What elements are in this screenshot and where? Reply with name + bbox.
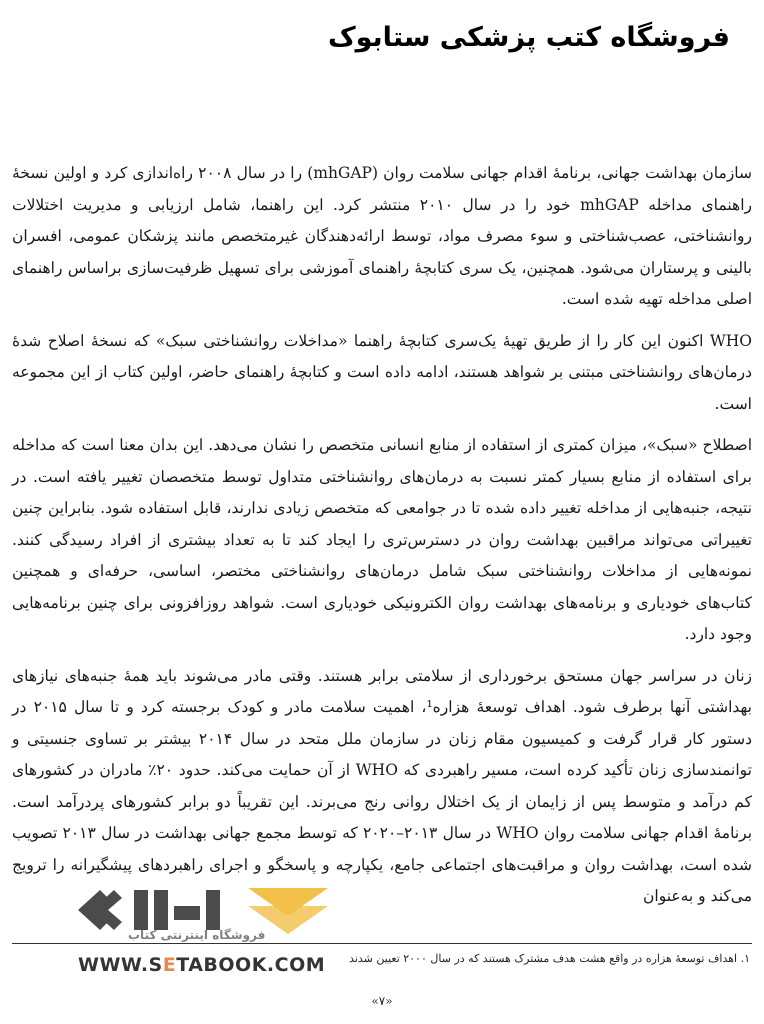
page-number: «۷»	[371, 994, 393, 1008]
watermark	[68, 872, 338, 992]
watermark-tagline: فروشگاه اینترنتی کتاب	[128, 928, 266, 942]
paragraph: WHO اکنون این کار را از طریق تهیهٔ یک‌سری کتابچهٔ راهنما «مداخلات روانشناختی سبک» که نسخهٔ اصلاح شدهٔ درمان‌های روانشناختی مبتنی بر شواهد هستند، ادامه داده است و کتابچهٔ راهنمای حاضر، اولین کتاب از این مجموعه است.	[12, 331, 752, 413]
paragraph: اصطلاح «سبک»، میزان کمتری از استفاده از منابع انسانی متخصص را نشان می‌دهد. این بدان معنا است که مداخله برای استفاده از منابع بسیار کمتر نسبت به درمان‌های روانشناختی متداول توسط متخصصان تغییر یافته است. در نتیجه، جنبه‌هایی از مداخله تغییر داده شده تا در جوامعی که متخصص زیادی ندارند، قابل استفاده شود. بنابراین چنین تغییراتی می‌تواند مراقبین بهداشت روان در دسترس‌تری را ایجاد کند تا به تعداد بیشتری از افراد رسیدگی کنند. نمونه‌هایی از مداخلات روانشناختی سبک شامل درمان‌های روانشناختی مختصر، اساسی، حرفه‌ای و همچنین کتاب‌های خودیاری و برنامه‌های بهداشت روان الکترونیکی خودیاری است. شواهد روزافزونی برای چنین برنامه‌هایی وجود دارد.	[12, 436, 752, 643]
paragraph: سازمان بهداشت جهانی، برنامهٔ اقدام جهانی سلامت روان (mhGAP) را در سال ۲۰۰۸ راه‌اندازی کرد و اولین نسخهٔ راهنمای مداخله mhGAP خود را در سال ۲۰۱۰ منتشر کرد. این راهنما، شامل ارزیابی و مدیریت اختلالات روانشناختی، عصب‌شناختی و سوء مصرف مواد، توسط ارائه‌دهندگان غیرمتخصص مانند پزشکان عمومی، افسران بالینی و پرستاران می‌شود. همچنین، یک سری کتابچهٔ راهنمای آموزشی برای تسهیل ظرفیت‌سازی براساس راهنمای اصلی مداخله تهیه شده است.	[12, 164, 753, 308]
paragraph: زنان در سراسر جهان مستحق برخورداری از سلامتی برابر هستند. وقتی مادر می‌شوند باید همهٔ جنبه‌های نیازهای بهداشتی آنها برطرف شود. اهداف توسعهٔ هزاره¹، اهمیت سلامت مادر و کودک برجسته کرد و تا سال ۲۰۱۵ در دستور کار قرار گرفت و کمیسیون مقام زنان در سازمان ملل متحد در سال ۲۰۱۴ بیشتر بر تساوی جنسیتی و توانمندسازی زنان تأکید کرده است، مسیر راهبردی که WHO از آن حمایت می‌کند. حدود ۲۰٪ مادران در کشورهای کم درآمد و متوسط پس از زایمان از یک اختلال روانی رنج می‌برند. این تقریباً دو برابر کشورهای پردرآمد است. برنامهٔ اقدام جهانی سلامت روان WHO در سال ۲۰۱۳–۲۰۲۰ که توسط مجمع جهانی بهداشت در سال ۲۰۱۳ تصویب شده است، بهداشت روان و مراقبت‌های اجتماعی جامع، یکپارچه و پاسخگو و اجرای راهبردهای پیشگیرانه را ترویج می‌کند و به‌عنوان	[12, 666, 753, 905]
footnote: ۱. اهداف توسعهٔ هزاره در واقع هشت هدف مشترک هستند که در سال ۲۰۰۰ تعیین شدند	[349, 952, 750, 965]
body-text	[12, 158, 752, 923]
header-title: فروشگاه کتب پزشکی ستابوک	[327, 22, 730, 53]
watermark-url: WWW.SETABOOK.COM	[78, 954, 326, 976]
